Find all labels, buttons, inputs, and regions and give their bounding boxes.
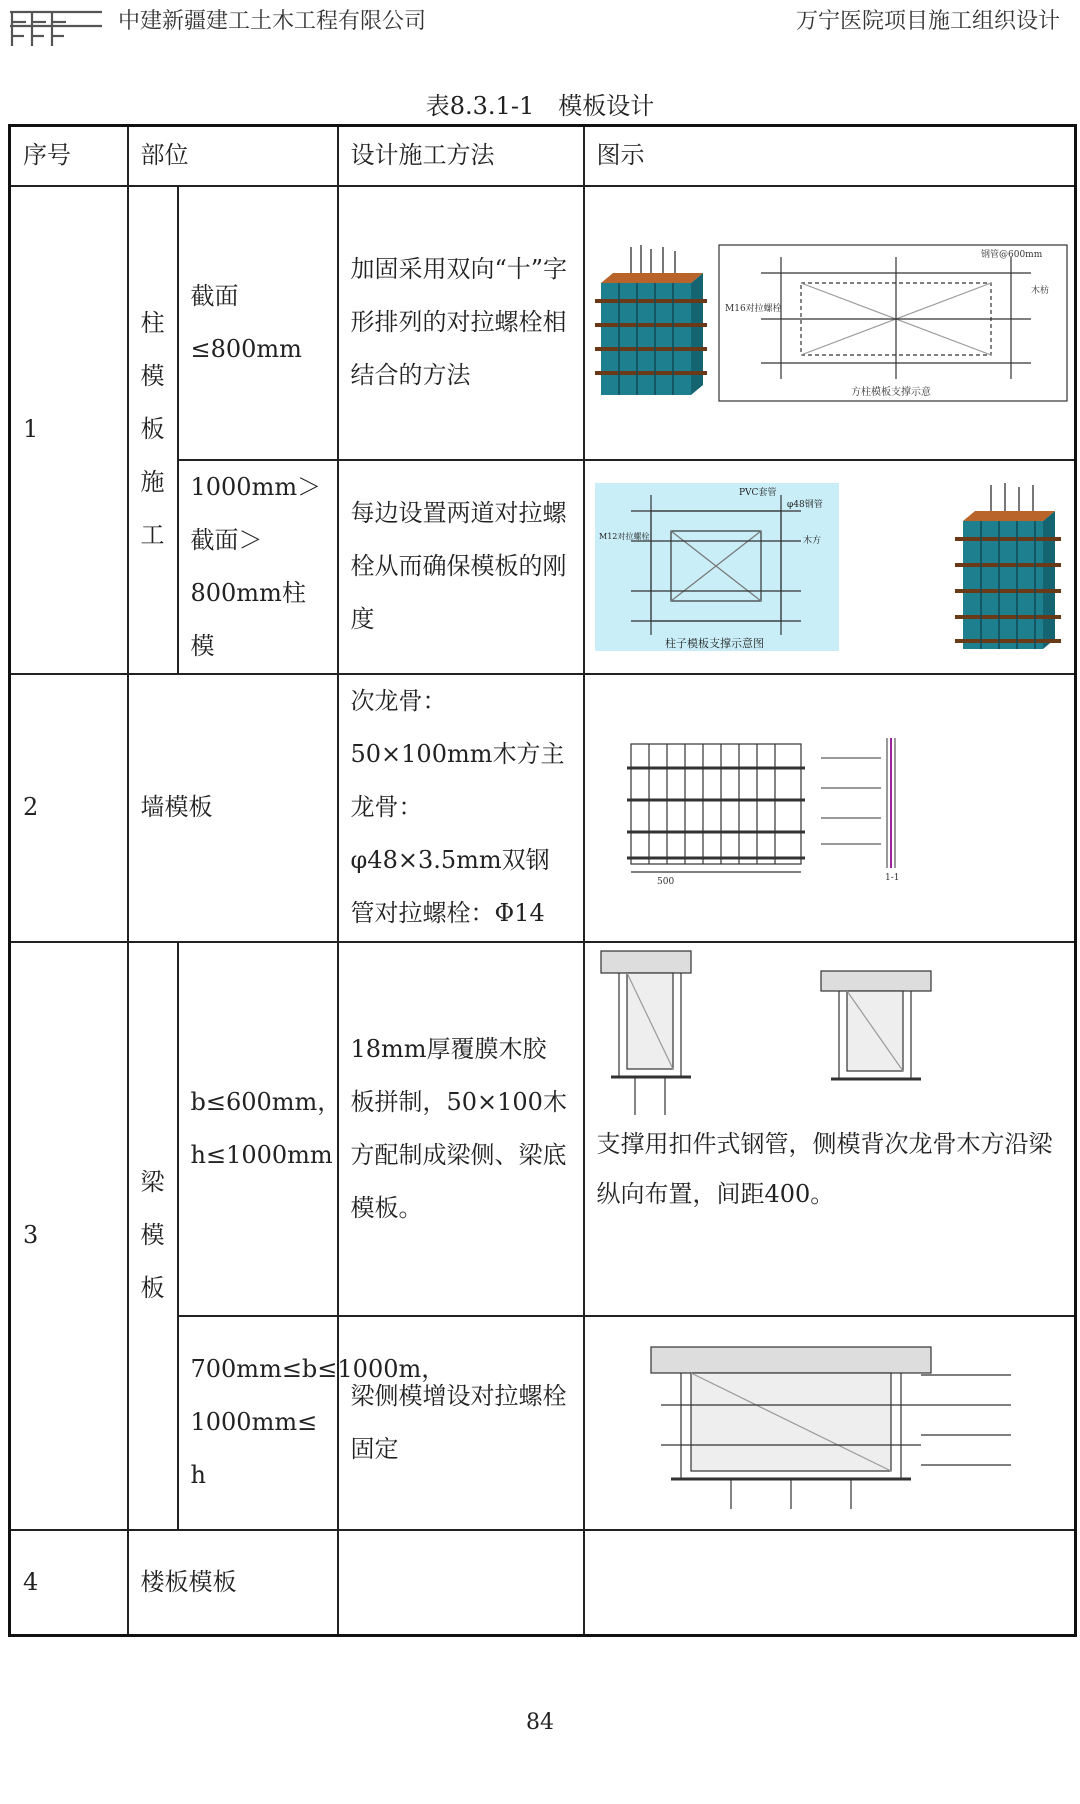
row-part-vertical (128, 186, 178, 674)
row-method: 次龙骨：50×100mm木方主龙骨：φ48×3.5mm双钢管对拉螺栓：Φ14 (338, 674, 584, 942)
company-logo-icon (8, 6, 108, 50)
column-formwork-figure (591, 243, 1069, 403)
vertical-char: 板 (140, 1274, 165, 1302)
table-header-row (10, 126, 1076, 186)
vertical-char: 施 (140, 468, 165, 496)
project-title: 万宁医院项目施工组织设计 (795, 9, 1060, 34)
row-condition: 700mm≤b≤1000m，1000mm≤ h (178, 1316, 338, 1530)
beam-bolt-figure (591, 1335, 1069, 1511)
beam-section-figure (591, 947, 1069, 1119)
figure-column-1000 (584, 460, 1076, 674)
vertical-char: 模 (140, 362, 165, 390)
table-row (10, 1530, 1076, 1636)
label-pvc: PVC套管 (738, 487, 776, 498)
row-method: 加固采用双向“十”字形排列的对拉螺栓相结合的方法 (338, 186, 584, 460)
row-condition: b≤600mm，h≤1000mm (178, 942, 338, 1316)
row-method: 梁侧模增设对拉螺栓固定 (338, 1316, 584, 1530)
figure-beam-small (584, 942, 1076, 1316)
beam-bolt-section-icon (651, 1347, 1011, 1509)
label-steel-pipe: 钢管@600mm (980, 249, 1042, 260)
label-pipe: φ48钢管 (786, 499, 823, 510)
header-part: 部位 (128, 126, 338, 186)
row-no: 4 (10, 1530, 128, 1636)
beam-section-b-icon (821, 971, 931, 1079)
figure-caption: 方柱模板支撑示意 (850, 386, 931, 398)
figure-wall-formwork (584, 674, 1076, 942)
column-3d-icon (955, 483, 1061, 649)
page-header (0, 0, 1080, 44)
row-figure (584, 1530, 1076, 1636)
dim-label: 500 (656, 876, 674, 887)
beam-support-note: 支撑用扣件式钢管，侧模背次龙骨木方沿梁纵向布置，间距400。 (596, 1129, 1053, 1208)
label-bolt-m12: M12对拉螺栓 (598, 531, 649, 541)
row-no: 2 (10, 674, 128, 942)
row-condition: 截面≤800mm (178, 186, 338, 460)
table-row (10, 674, 1076, 942)
table-caption: 表8.3.1-1 模板设计 (425, 92, 655, 120)
wall-section-icon (821, 738, 895, 868)
formwork-design-table (8, 124, 1077, 1637)
row-part: 墙模板 (128, 674, 338, 942)
vertical-text (133, 1156, 173, 1315)
column-3d-icon (595, 245, 707, 395)
figure-square-column (584, 186, 1076, 460)
section-label: 1-1 (884, 872, 899, 883)
header-method: 设计施工方法 (338, 126, 584, 186)
row-no: 3 (10, 942, 128, 1530)
row-no: 1 (10, 186, 128, 674)
page-number: 84 (526, 1710, 554, 1735)
vertical-char: 模 (140, 1221, 165, 1249)
company-name: 中建新疆建工土木工程有限公司 (118, 9, 427, 34)
wall-elevation-icon (627, 744, 805, 872)
column-support-figure (591, 481, 1069, 653)
label-timber: 木方 (802, 535, 821, 546)
column-plan-icon (719, 245, 1067, 401)
vertical-char: 柱 (140, 309, 165, 337)
vertical-char: 板 (140, 415, 165, 443)
header-no: 序号 (10, 126, 128, 186)
row-condition: 1000mm＞截面＞800mm柱模 (178, 460, 338, 674)
table-row (10, 942, 1076, 1316)
vertical-char: 工 (140, 521, 165, 549)
row-method: 18mm厚覆膜木胶板拼制，50×100木方配制成梁侧、梁底模板。 (338, 942, 584, 1316)
header-figure: 图示 (584, 126, 1076, 186)
figure-caption: 柱子模板支撑示意图 (664, 636, 764, 650)
wall-formwork-figure (591, 728, 1069, 888)
row-part-vertical (128, 942, 178, 1530)
figure-beam-large (584, 1316, 1076, 1530)
table-row (10, 186, 1076, 460)
row-method (338, 1530, 584, 1636)
beam-section-a-icon (601, 951, 691, 1115)
label-wood: 木枋 (1030, 285, 1049, 296)
vertical-char: 梁 (140, 1168, 165, 1196)
label-bolt: M16对拉螺栓 (724, 303, 782, 314)
row-part: 楼板模板 (128, 1530, 338, 1636)
row-method: 每边设置两道对拉螺栓从而确保模板的刚度 (338, 460, 584, 674)
vertical-text (133, 297, 173, 562)
